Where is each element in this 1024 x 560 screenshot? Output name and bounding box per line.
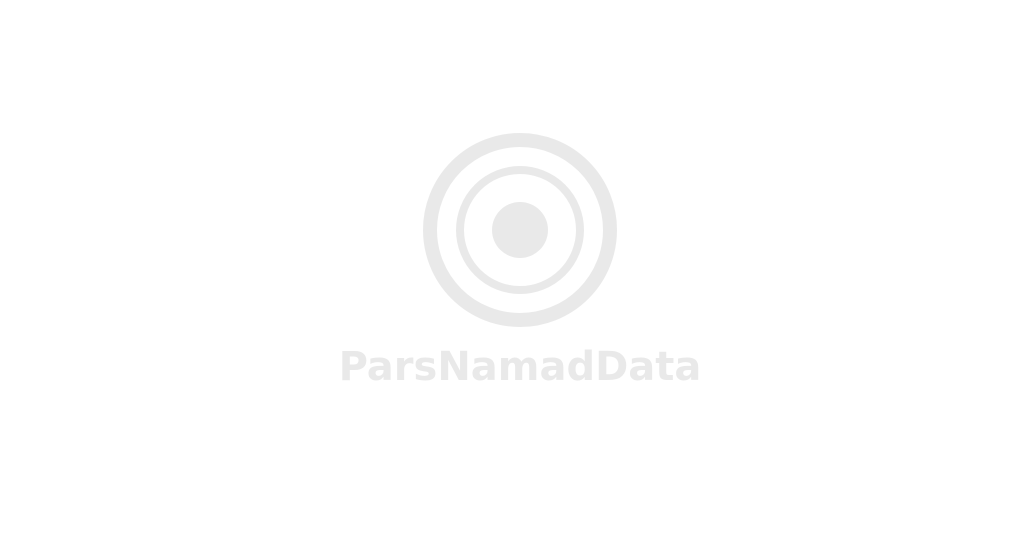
auction-notice xyxy=(14,6,1010,554)
parcel-4-description xyxy=(14,216,1010,250)
watermark-brand: ParsNamadData xyxy=(338,344,702,390)
parcel-5-description xyxy=(14,262,1010,296)
notice-conclusion xyxy=(14,308,1010,410)
notice-intro xyxy=(14,32,1010,66)
notice-signature xyxy=(14,422,1010,439)
parcel-1-description xyxy=(14,78,1010,112)
notice-title xyxy=(14,6,1010,24)
parcel-2-description xyxy=(14,124,1010,158)
parcel-3-description xyxy=(14,170,1010,204)
